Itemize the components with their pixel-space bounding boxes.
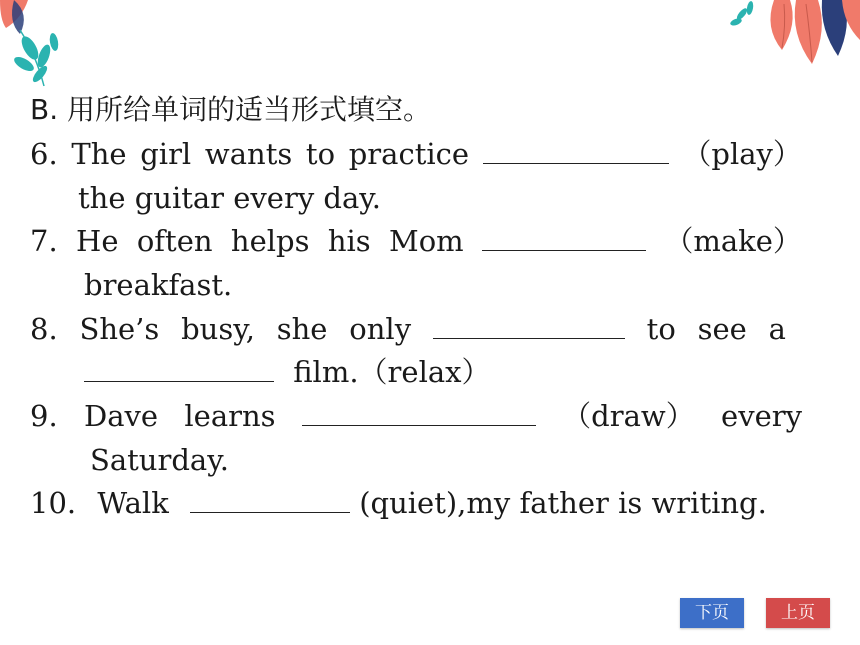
section-heading: B. 用所给单词的适当形式填空。: [30, 93, 432, 126]
question-9-line-1: 9. Dave learns （draw） every: [30, 399, 802, 433]
leaf-decoration-top-right: [730, 0, 860, 70]
previous-page-button[interactable]: 上页: [766, 598, 830, 628]
answer-blank[interactable]: [482, 226, 646, 251]
word-hint: (quiet),: [359, 486, 467, 520]
question-number: 9.: [30, 399, 58, 433]
question-7-line-1: 7. He often helps his Mom （make）: [30, 224, 802, 258]
answer-blank[interactable]: [190, 488, 350, 513]
question-6-line-2: the guitar every day.: [78, 181, 382, 215]
answer-blank[interactable]: [302, 401, 536, 426]
answer-blank[interactable]: [433, 314, 625, 339]
next-page-button[interactable]: 下页: [680, 598, 744, 628]
question-number: 6.: [30, 137, 58, 171]
question-8-line-1: 8. She’s busy, she only to see a: [30, 312, 786, 346]
question-number: 7.: [30, 224, 58, 258]
leaf-decoration-top-left: [0, 0, 80, 90]
question-7-line-2: breakfast.: [84, 268, 233, 302]
question-8-line-2: film.（relax）: [84, 354, 491, 390]
question-9-line-2: Saturday.: [90, 443, 229, 477]
answer-blank[interactable]: [84, 357, 274, 382]
word-hint: （play）: [682, 137, 802, 171]
answer-blank[interactable]: [483, 139, 669, 164]
question-10-line-1: 10. Walk (quiet),my father is writing.: [30, 486, 767, 520]
question-number: 10.: [30, 486, 77, 520]
question-6-line-1: 6. The girl wants to practice （play）: [30, 137, 802, 171]
word-hint: （draw）: [562, 399, 695, 433]
word-hint: （make）: [664, 224, 802, 258]
question-number: 8.: [30, 312, 58, 346]
